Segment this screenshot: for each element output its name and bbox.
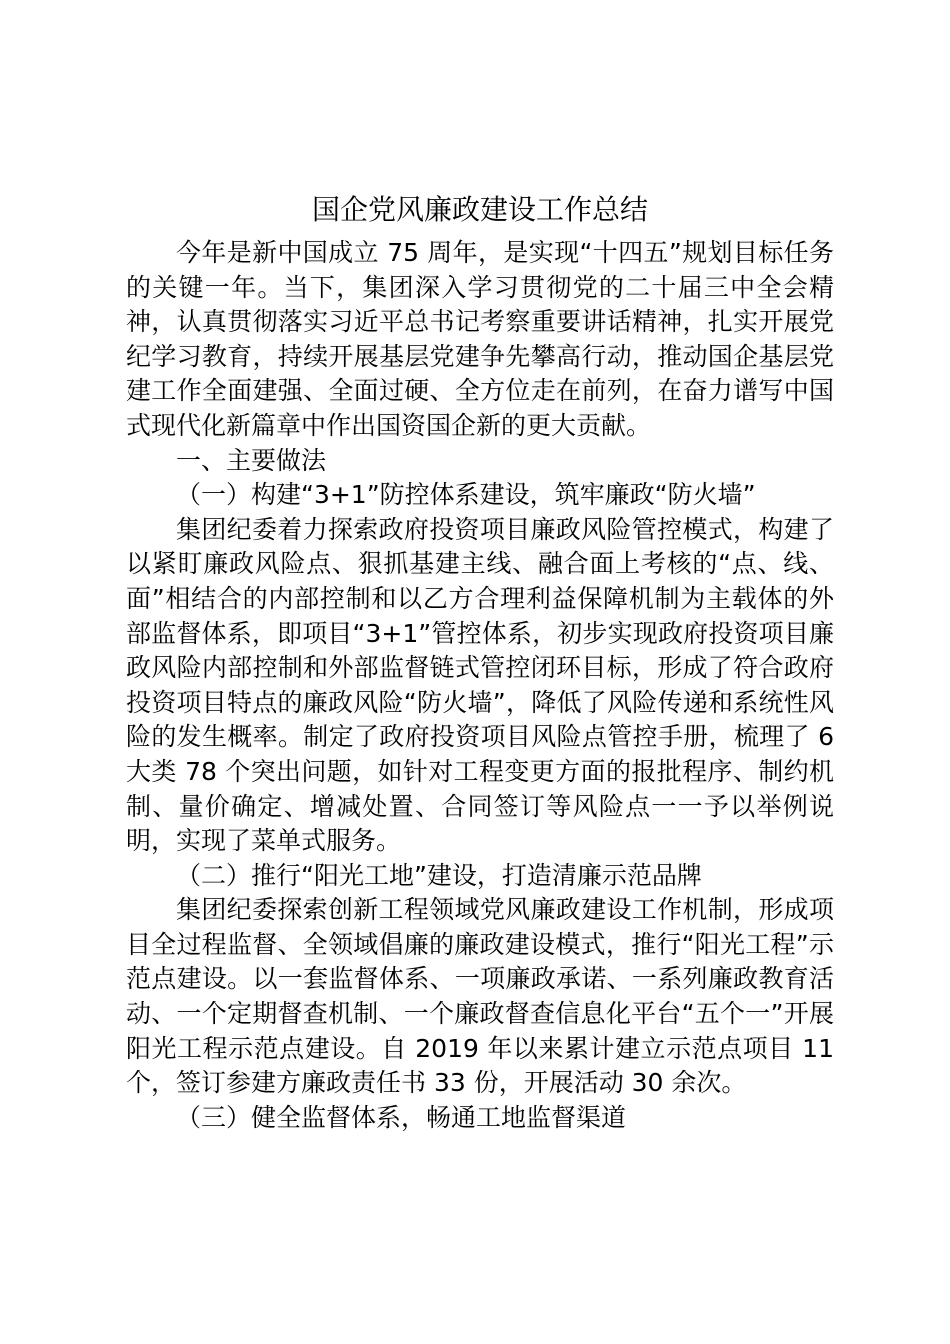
subsection-heading-2: （二）推行“阳光工地”建设，打造清廉示范品牌	[176, 860, 702, 890]
intro-paragraph: 今年是新中国成立 75 周年，是实现“十四五”规划目标任务的关键一年。当下，集团深入学习贯彻党的二十届三中全会精神，认真贯彻落实习近平总书记考察重要讲话精神，扎实开展党纪学习教育，持续开展基层党建争先攀高行动，推动国企基层党建工作全面建强、全面过硬、全方位走在前列，在奋力谱写中国式现代化新篇章中作出国资国企新的更大贡献。	[126, 238, 834, 440]
body-paragraph-2: 集团纪委探索创新工程领域党风廉政建设工作机制，形成项目全过程监督、全领域倡廉的廉政建设模式，推行“阳光工程”示范点建设。以一套监督体系、一项廉政承诺、一系列廉政教育活动、一个定期督查机制、一个廉政督查信息化平台“五个一”开展阳光工程示范点建设。自 2019 年以来累计建立示范点项目 11 个，签订参建方廉政责任书 33 份，开展活动 30 余次。	[126, 895, 834, 1098]
section-heading-main-practices: 一、主要做法	[176, 445, 327, 475]
document-page	[126, 190, 834, 1135]
document-title: 国企党风廉政建设工作总结	[311, 193, 648, 226]
subsection-heading-3: （三）健全监督体系，畅通工地监督渠道	[176, 1102, 627, 1132]
body-paragraph-1: 集团纪委着力探索政府投资项目廉政风险管控模式，构建了以紧盯廉政风险点、狠抓基建主线、融合面上考核的“点、线、面”相结合的内部控制和以乙方合理利益保障机制为主载体的外部监督体系，即项目“3+1”管控体系，初步实现政府投资项目廉政风险内部控制和外部监督链式管控闭环目标，形成了符合政府投资项目特点的廉政风险“防火墙”，降低了风险传递和系统性风险的发生概率。制定了政府投资项目风险点管控手册，梳理了 6 大类 78 个突出问题，如针对工程变更方面的报批程序、制约机制、量价确定、增减处置、合同签订等风险点一一予以举例说明，实现了菜单式服务。	[126, 514, 834, 856]
subsection-heading-1: （一）构建“3+1”防控体系建设，筑牢廉政“防火墙”	[176, 480, 756, 510]
